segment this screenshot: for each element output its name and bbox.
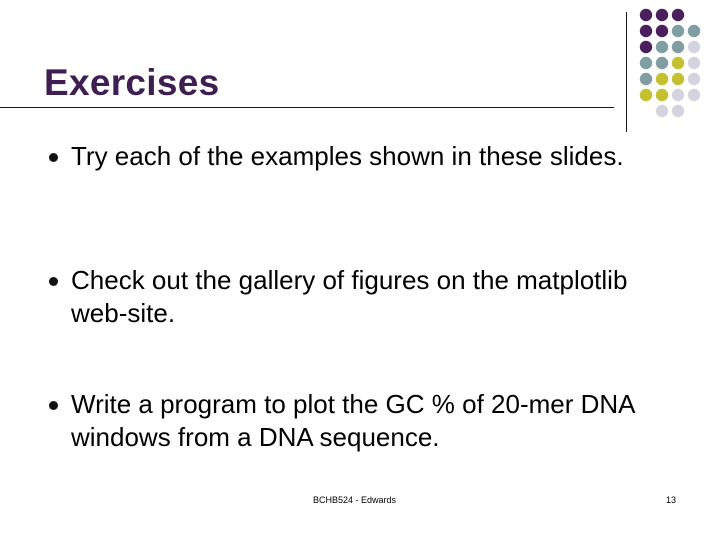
decor-dot [672,9,684,21]
bullet-icon [49,277,58,286]
decor-dot [688,57,700,69]
decor-dot [672,73,684,85]
page-number: 13 [666,495,677,505]
bullet-item [49,140,639,173]
decorative-dot-grid [638,6,718,126]
bullet-icon [49,401,58,410]
bullet-text: Write a program to plot the GC % of 20-mer DNA windows from a DNA sequence. [71,389,635,452]
bullet-text: Check out the gallery of figures on the matplotlib web-site. [71,265,628,328]
decor-dot [688,25,700,37]
decor-dot [672,105,684,117]
decor-dot [656,57,668,69]
decor-dot [640,9,652,21]
decor-dot [640,73,652,85]
decor-dot [688,41,700,53]
decor-dot [656,41,668,53]
vertical-divider [626,12,627,132]
decor-dot [656,89,668,101]
decor-dot [656,105,668,117]
decor-dot [656,9,668,21]
bullet-icon [49,153,58,162]
bullet-text: Try each of the examples shown in these slides. [71,141,624,171]
bullet-item [49,388,639,454]
decor-dot [688,73,700,85]
decor-dot [640,25,652,37]
decor-dot [640,57,652,69]
bullet-item [49,264,639,330]
decor-dot [640,89,652,101]
decor-dot [672,25,684,37]
decor-dot [656,25,668,37]
decor-dot [672,89,684,101]
decor-dot [656,73,668,85]
slide-footer: BCHB524 - Edwards [313,495,397,505]
decor-dot [640,41,652,53]
slide-title: Exercises [44,62,220,103]
decor-dot [688,89,700,101]
decor-dot [672,57,684,69]
decor-dot [672,41,684,53]
title-underline [0,107,614,108]
